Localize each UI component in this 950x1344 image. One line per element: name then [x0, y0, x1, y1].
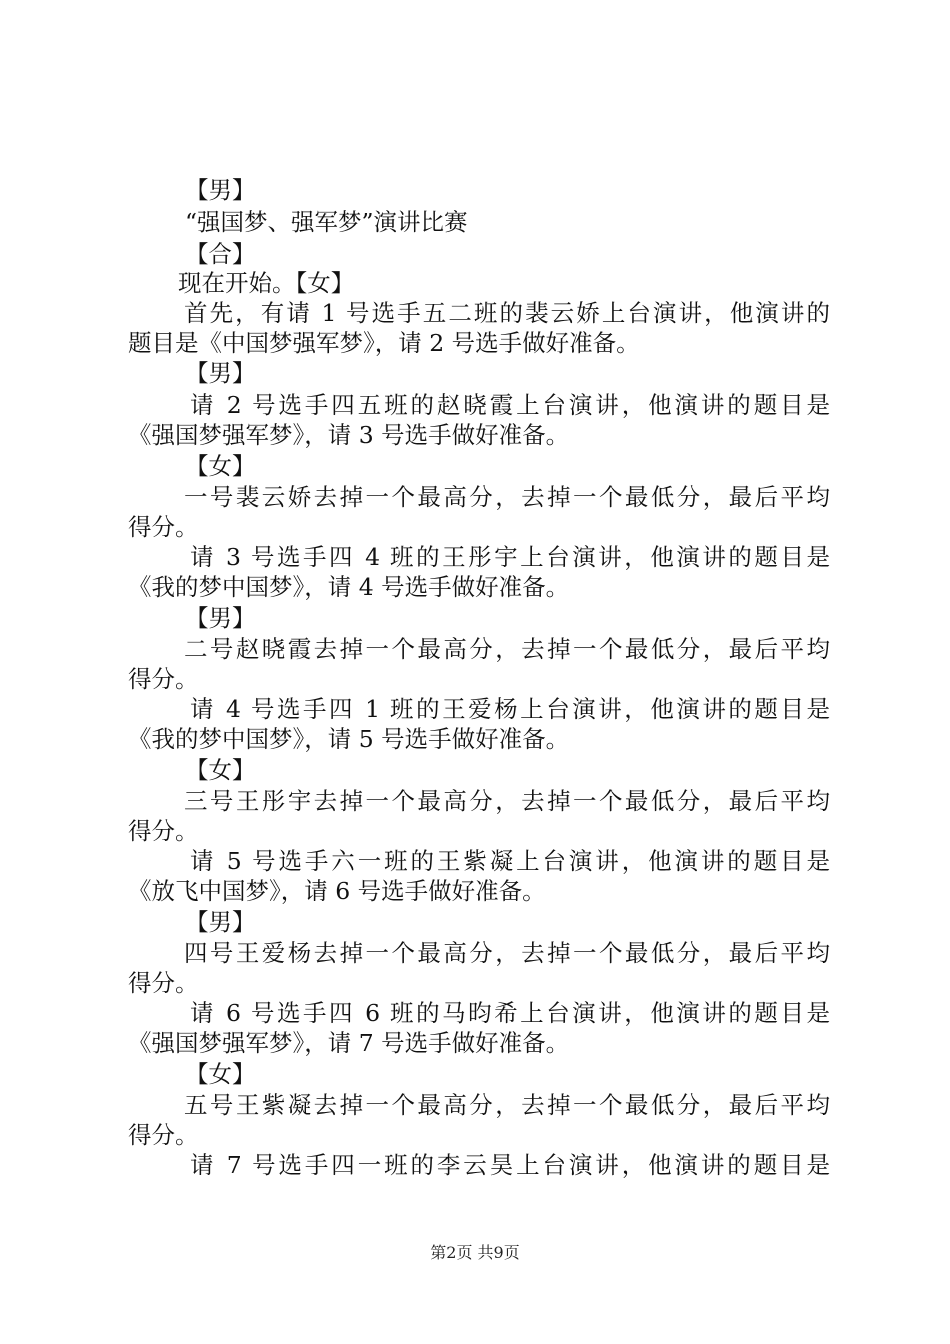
- role-label: 【男】: [185, 359, 256, 387]
- paragraph-line: 得分。: [128, 817, 199, 845]
- paragraph-line: 请 4 号选手四 1 班的王爱杨上台演讲，他演讲的题目是: [190, 695, 830, 723]
- paragraph-line: 一号裴云娇去掉一个最高分，去掉一个最低分，最后平均: [184, 483, 830, 511]
- paragraph-line: 题目是《中国梦强军梦》，请 2 号选手做好准备。: [128, 329, 640, 357]
- paragraph-line: 请 5 号选手六一班的王紫凝上台演讲，他演讲的题目是: [190, 847, 830, 875]
- paragraph-line: 《我的梦中国梦》，请 4 号选手做好准备。: [128, 573, 570, 601]
- role-label: 【合】: [185, 240, 256, 268]
- paragraph-line: 四号王爱杨去掉一个最高分，去掉一个最低分，最后平均: [184, 939, 830, 967]
- paragraph-line: 得分。: [128, 1121, 199, 1149]
- paragraph-line: 请 3 号选手四 4 班的王彤宇上台演讲，他演讲的题目是: [190, 543, 830, 571]
- paragraph-line: 二号赵晓霞去掉一个最高分，去掉一个最低分，最后平均: [184, 635, 830, 663]
- paragraph-line: 三号王彤宇去掉一个最高分，去掉一个最低分，最后平均: [184, 787, 830, 815]
- paragraph-line: 请 2 号选手四五班的赵晓霞上台演讲，他演讲的题目是: [190, 391, 830, 419]
- role-label: 【女】: [185, 452, 256, 480]
- paragraph-line: 首先，有请 1 号选手五二班的裴云娇上台演讲，他演讲的: [184, 299, 830, 327]
- paragraph-line: 得分。: [128, 969, 199, 997]
- paragraph-line: 《放飞中国梦》，请 6 号选手做好准备。: [128, 877, 546, 905]
- paragraph-line: 得分。: [128, 665, 199, 693]
- role-label: 【男】: [185, 604, 256, 632]
- role-label: 【男】: [185, 176, 256, 204]
- page-footer: 第2页 共9页: [430, 1243, 520, 1262]
- role-label: 【男】: [185, 908, 256, 936]
- role-label: 【女】: [185, 1060, 256, 1088]
- role-label: 【女】: [185, 756, 256, 784]
- paragraph-line: 《强国梦强军梦》，请 7 号选手做好准备。: [128, 1029, 570, 1057]
- paragraph-line: 现在开始。【女】: [178, 269, 355, 297]
- paragraph-line: 请 7 号选手四一班的李云昊上台演讲，他演讲的题目是: [190, 1151, 830, 1179]
- paragraph-line: 请 6 号选手四 6 班的马昀希上台演讲，他演讲的题目是: [190, 999, 830, 1027]
- paragraph-line: 《我的梦中国梦》，请 5 号选手做好准备。: [128, 725, 570, 753]
- paragraph-line: 得分。: [128, 513, 199, 541]
- event-title: “强国梦、强军梦”演讲比赛: [185, 208, 468, 236]
- paragraph-line: 五号王紫凝去掉一个最高分，去掉一个最低分，最后平均: [184, 1091, 830, 1119]
- paragraph-line: 《强国梦强军梦》，请 3 号选手做好准备。: [128, 421, 570, 449]
